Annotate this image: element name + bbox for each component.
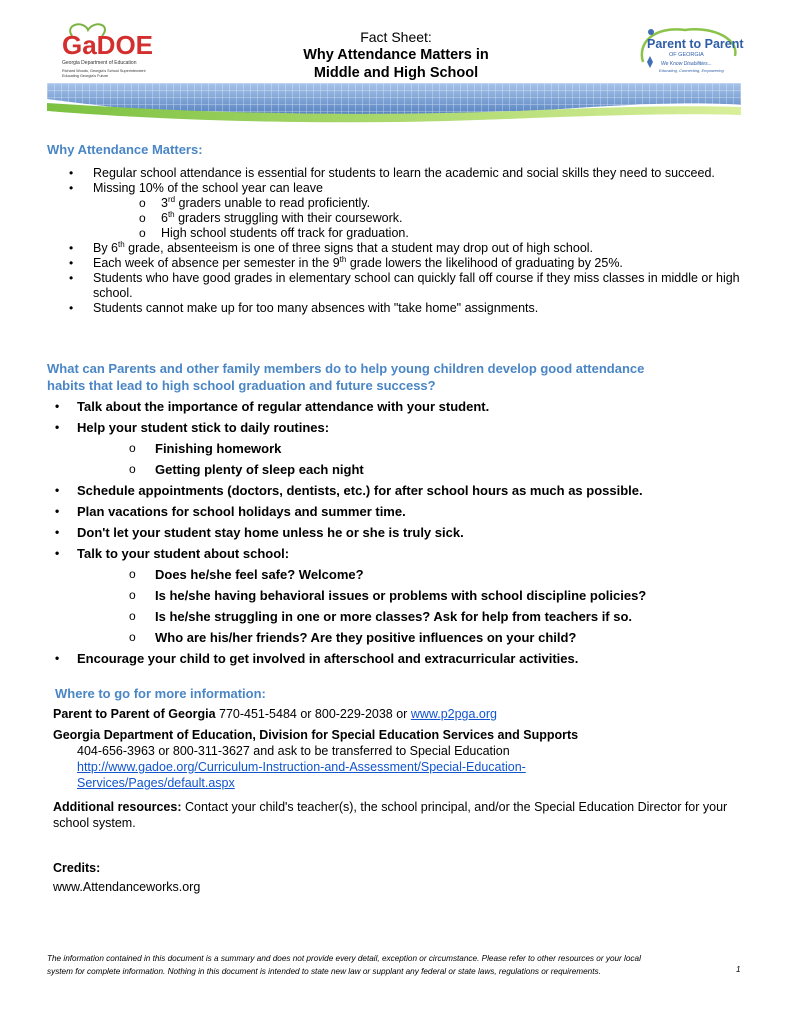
page-number: 1 <box>736 965 741 974</box>
org-name: Parent to Parent of Georgia <box>53 707 216 721</box>
bullet-list <box>47 166 747 316</box>
title-line-1: Fact Sheet: <box>360 29 432 45</box>
svg-text:Parent to Parent: Parent to Parent <box>647 37 744 51</box>
list-item: • Students cannot make up for too many absences with "take home" assignments. <box>47 301 747 316</box>
p2p-contact: Parent to Parent of Georgia 770-451-5484 or 800-229-2038 or www.p2pga.org <box>53 707 497 721</box>
list-item: • Each week of absence per semester in the 9th grade lowers the likelihood of graduating by 25%. <box>47 256 747 271</box>
additional-resources: Additional resources: Contact your child's teacher(s), the school principal, and/or the Special Education Director for your school system. <box>53 800 728 830</box>
list-item: • Regular school attendance is essential for students to learn the academic and social skills they need to succeed. <box>47 166 747 181</box>
list-item: o Getting plenty of sleep each night <box>77 459 747 480</box>
credits <box>53 860 200 895</box>
list-item: • Students who have good grades in elementary school can quickly fall off course if they miss classes in middle or high school. <box>47 271 747 301</box>
svg-text:Richard Woods, Georgia's Schoo: Richard Woods, Georgia's School Superintendent <box>62 69 146 73</box>
credits-label: Credits: <box>53 861 101 875</box>
list-item: • Help your student stick to daily routines: o Finishing homework o Getting plenty of sleep each night <box>47 417 747 480</box>
bullet-list <box>47 396 747 669</box>
list-item: o Is he/she struggling in one or more classes? Ask for help from teachers if so. <box>77 606 747 627</box>
p2p-link[interactable]: www.p2pga.org <box>410 707 497 721</box>
list-item: • Missing 10% of the school year can leave o 3rd graders unable to read proficiently. o 6th graders struggling with their coursework. o High school students off track for graduation. <box>47 181 747 241</box>
org-name: Georgia Department of Education, Division for Special Education Services and Supports <box>53 728 579 742</box>
section-more-info <box>53 686 743 831</box>
section-why-attendance <box>47 142 747 316</box>
sub-list <box>93 196 747 241</box>
list-item: • Don't let your student stay home unless he or she is truly sick. <box>47 522 747 543</box>
credits-text: www.Attendanceworks.org <box>53 880 201 894</box>
list-item: o Finishing homework <box>77 438 747 459</box>
list-item: o 6th graders struggling with their coursework. <box>93 211 747 226</box>
svg-text:Educating, Connecting, Empower: Educating, Connecting, Empowering <box>659 68 724 73</box>
section-heading: Where to go for more information: <box>55 686 266 701</box>
list-item: o 3rd graders unable to read proficiently. <box>93 196 747 211</box>
title-line-2: Why Attendance Matters in <box>303 47 489 63</box>
svg-text:Educating Georgia's Future: Educating Georgia's Future <box>62 74 109 78</box>
document-title <box>240 28 552 82</box>
list-item: • Talk about the importance of regular attendance with your student. <box>47 396 747 417</box>
gadoe-contact: Georgia Department of Education, Division for Special Education Services and Supports 404-656-3963 or 800-311-3627 and ask to be transferred to Special Education http://www.gadoe.org/Curriculum-Instruction-and-Assessment/Special-Education- Services/Pages/default.aspx <box>53 727 743 791</box>
list-item: • By 6th grade, absenteeism is one of three signs that a student may drop out of high school. <box>47 241 747 256</box>
list-item: • Plan vacations for school holidays and summer time. <box>47 501 747 522</box>
list-item: • Encourage your child to get involved in afterschool and extracurricular activities. <box>47 648 747 669</box>
footer-disclaimer: The information contained in this document is a summary and does not provide every detail, exception or circumstance. Please refer to other resources or your local system for complete information. Nothing in this document is intended to state new law or supplant any federal or state laws, regulations or requirements. <box>47 954 641 976</box>
section-heading: Why Attendance Matters: <box>47 142 203 157</box>
title-line-3: Middle and High School <box>313 65 479 81</box>
header-banner <box>47 83 741 125</box>
list-item: • Schedule appointments (doctors, dentists, etc.) for after school hours as much as possible. <box>47 480 747 501</box>
list-item: o High school students off track for graduation. <box>93 226 747 241</box>
sub-list <box>77 564 747 648</box>
section-parent-help <box>47 360 747 669</box>
svg-text:We Know Disabilities...: We Know Disabilities... <box>661 61 712 67</box>
sub-list <box>77 438 747 480</box>
section-heading: What can Parents and other family members do to help young children develop good attendance habits that lead to high school graduation and future success? <box>47 361 645 393</box>
gadoe-logo-text: GaDOE <box>62 30 154 60</box>
list-item: o Does he/she feel safe? Welcome? <box>77 564 747 585</box>
gadoe-logo <box>58 20 156 82</box>
list-item: • Talk to your student about school: o Does he/she feel safe? Welcome? o Is he/she having behavioral issues or problems with school discipline policies? o Is he/she struggling in one or more classes? Ask for help from teachers if so. o Who are his/her friends? Are they positive influences on your child? <box>47 543 747 648</box>
svg-text:OF GEORGIA: OF GEORGIA <box>669 52 704 58</box>
svg-text:Georgia Department of Educatio: Georgia Department of Education <box>62 60 137 66</box>
gadoe-link[interactable]: http://www.gadoe.org/Curriculum-Instruction-and-Assessment/Special-Education- Services/Pages/default.aspx <box>77 760 526 790</box>
list-item: o Is he/she having behavioral issues or problems with school discipline policies? <box>77 585 747 606</box>
parent-to-parent-logo <box>635 22 745 82</box>
list-item: o Who are his/her friends? Are they positive influences on your child? <box>77 627 747 648</box>
